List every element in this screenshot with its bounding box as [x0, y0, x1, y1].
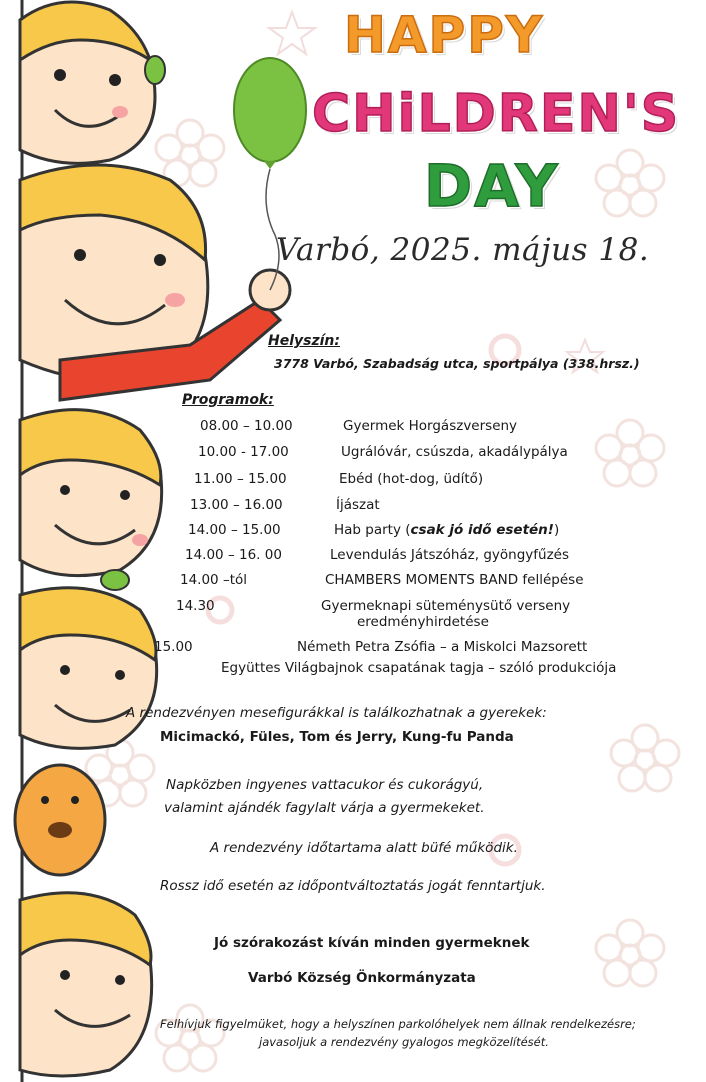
program-text: Ugrálóvár, csúszda, akadálypálya [341, 444, 568, 460]
weather-condition: csak jó idő esetén! [410, 522, 554, 538]
footer-walking-note: javasoljuk a rendezvény gyalogos megközelítését. [259, 1035, 549, 1049]
characters-names: Micimackó, Füles, Tom és Jerry, Kung-fu Panda [160, 729, 514, 745]
program-time: 11.00 – 15.00 [194, 471, 287, 487]
bear-face [15, 765, 105, 875]
note-buffet: A rendezvény időtartama alatt büfé működik. [210, 840, 518, 856]
program-text: Ebéd (hot-dog, üdítő) [339, 471, 484, 487]
flower-icon [596, 420, 664, 486]
child-face-4 [20, 588, 157, 749]
program-text: Levendulás Játszóház, gyöngyfűzés [330, 547, 570, 563]
program-text: Íjászat [336, 497, 380, 513]
flower-icon [611, 725, 679, 791]
program-time: 13.00 – 16.00 [190, 497, 283, 513]
child-face-5 [20, 893, 152, 1076]
characters-intro: A rendezvényen mesefigurákkal is találkozhatnak a gyerekek: [126, 705, 547, 721]
program-text: Gyermeknapi süteménysütő verseny [321, 598, 571, 614]
flower-icon [596, 150, 664, 216]
location-address: 3778 Varbó, Szabadság utca, sportpálya (338.hrsz.) [274, 356, 640, 371]
program-time: 14.00 – 16. 00 [185, 547, 282, 563]
flower-icon [596, 920, 664, 986]
footer-parking-note: Felhívjuk figyelmüket, hogy a helyszínen parkolóhelyek nem állnak rendelkezésre; [160, 1017, 636, 1031]
program-time: 14.00 –tól [180, 572, 247, 588]
location-label: Helyszín: [268, 333, 340, 349]
note-cotton-candy: Napközben ingyenes vattacukor és cukorágyú, [166, 777, 484, 793]
note-ice-cream: valamint ajándék fagylalt várja a gyermekeket. [164, 800, 485, 816]
child-face-3 [20, 410, 162, 590]
program-time: 08.00 – 10.00 [200, 418, 293, 434]
title-childrens: CHiLDREN'S [312, 84, 681, 144]
program-text: CHAMBERS MOMENTS BAND fellépése [325, 572, 584, 588]
program-text: Hab party (csak jó idő esetén!) [334, 522, 560, 538]
program-time: 14.30 [176, 598, 215, 614]
closing-wish: Jó szórakozást kíván minden gyermeknek [214, 935, 530, 951]
child-face-1 [20, 2, 165, 163]
program-time: 10.00 - 17.00 [198, 444, 289, 460]
program-text-continued: eredményhirdetése [357, 614, 489, 630]
program-text: Németh Petra Zsófia – a Miskolci Mazsorett [297, 639, 588, 655]
programs-label: Programok: [182, 392, 274, 408]
note-weather: Rossz idő esetén az időpontváltoztatás jogát fenntartjuk. [160, 878, 546, 894]
program-text-continued: Együttes Világbajnok csapatának tagja – szóló produkciója [221, 660, 617, 676]
event-date: Varbó, 2025. május 18. [276, 232, 650, 268]
closing-signature: Varbó Község Önkormányzata [248, 970, 476, 986]
program-text: Gyermek Horgászverseny [343, 418, 518, 434]
program-time: 14.00 – 15.00 [188, 522, 281, 538]
program-time: 15.00 [154, 639, 193, 655]
title-day: DAY [424, 152, 560, 220]
title-happy: HAPPY [344, 6, 545, 64]
